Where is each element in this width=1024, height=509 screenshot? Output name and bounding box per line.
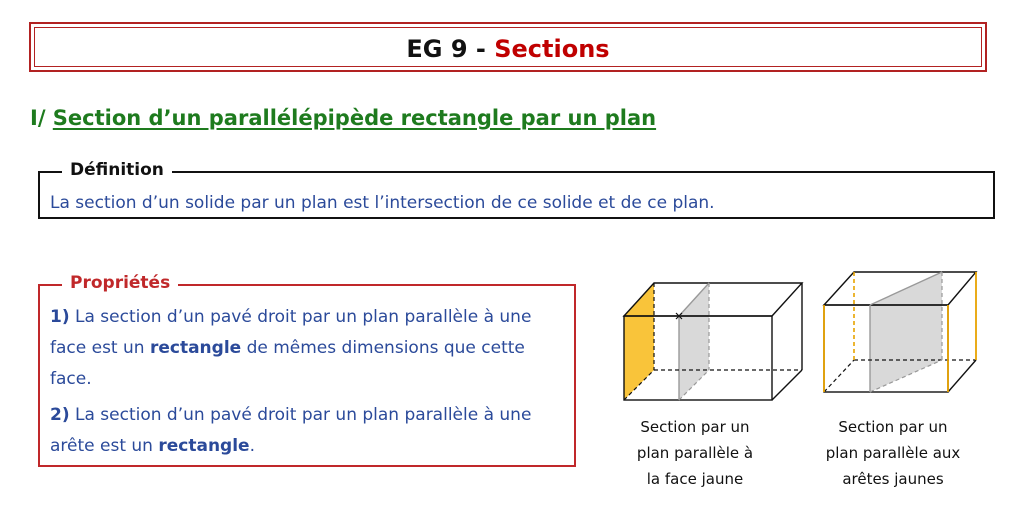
caption-line: plan parallèle à xyxy=(636,444,754,462)
hidden-edge xyxy=(824,360,854,392)
section-plane xyxy=(679,283,709,400)
bottom-right-edge xyxy=(772,370,802,400)
properties-box xyxy=(38,273,576,467)
yellow-face xyxy=(624,283,654,400)
title-box xyxy=(29,22,987,72)
caption-line: Section par un xyxy=(838,418,948,436)
caption-line: plan parallèle aux xyxy=(825,444,961,462)
caption-line: Section par un xyxy=(640,418,750,436)
section-title: Section d’un parallélépipède rectangle par un plan xyxy=(52,106,657,130)
definition-box xyxy=(38,160,995,219)
property-text: La section d’un pavé droit par un plan parallèle à une face est un xyxy=(50,307,532,358)
figure-1-caption xyxy=(610,414,780,492)
properties-label: Propriétés xyxy=(62,273,178,293)
figure-1-box-diagram xyxy=(610,272,810,412)
property-item-2 xyxy=(50,400,570,462)
section-plane xyxy=(870,272,942,392)
property-item-1 xyxy=(50,302,570,395)
caption-line: arêtes jaunes xyxy=(842,470,944,488)
caption-line: la face jaune xyxy=(646,470,744,488)
property-number: 1) xyxy=(50,307,70,327)
property-text: La section d’un pavé droit par un plan parallèle à une arête est un xyxy=(50,405,532,456)
definition-text: La section d’un solide par un plan est l’intersection de ce solide et de ce plan. xyxy=(50,193,715,213)
section-number: I/ xyxy=(30,106,46,130)
page-title xyxy=(31,35,985,63)
property-bold-word: rectangle xyxy=(149,338,242,358)
property-bold-word: rectangle xyxy=(158,436,250,456)
property-text: . xyxy=(249,436,255,456)
title-main: Sections xyxy=(494,35,610,63)
figure-2-box-diagram xyxy=(818,264,1018,404)
figure-2-caption xyxy=(808,414,978,492)
definition-label: Définition xyxy=(62,160,172,180)
property-number: 2) xyxy=(50,405,70,425)
title-prefix: EG 9 - xyxy=(406,35,495,63)
section-heading xyxy=(30,106,656,130)
property-text: de mêmes dimensions que cette face. xyxy=(50,338,525,389)
bottom-right-edge xyxy=(948,360,976,392)
